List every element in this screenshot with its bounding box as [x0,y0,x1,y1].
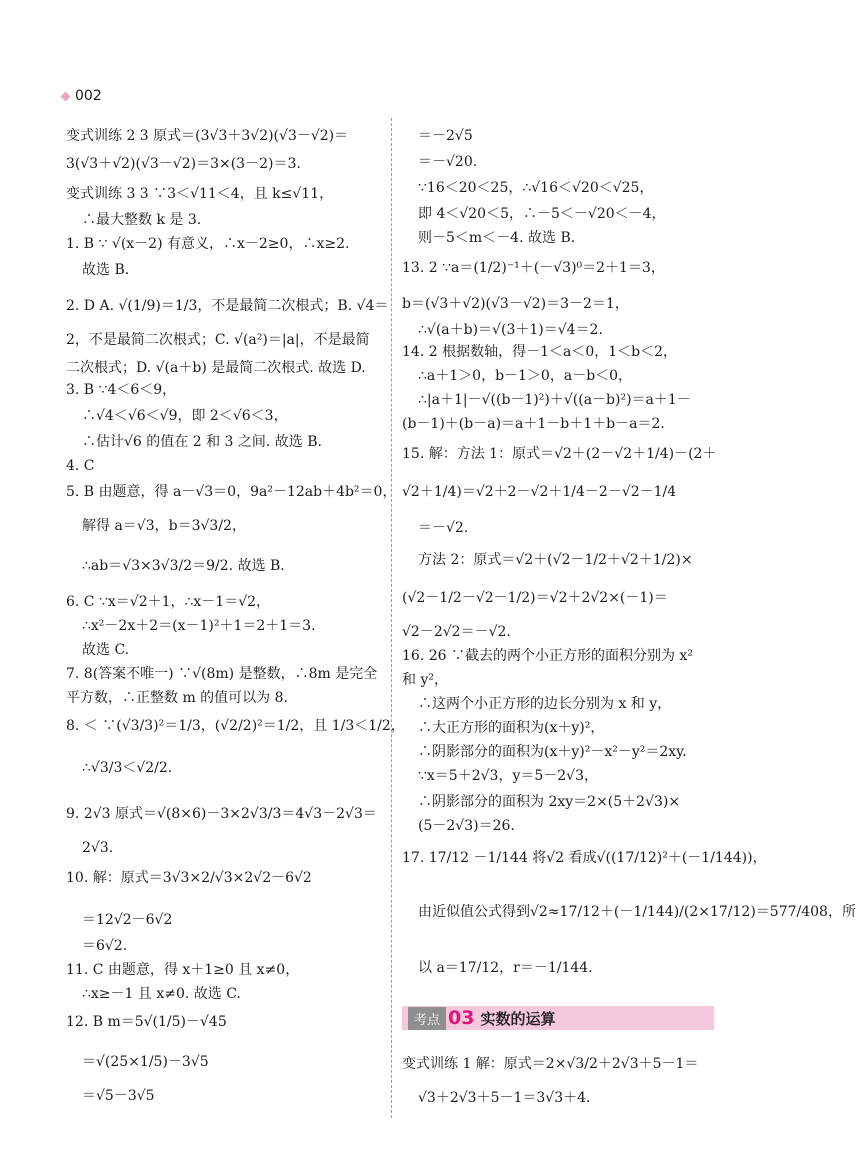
text-line: ∵x＝5＋2√3，y＝5－2√3， [418,768,598,784]
text-line: 6. C ∵x＝√2＋1，∴x－1＝√2， [66,594,271,610]
text-line: 16. 26 ∵截去的两个小正方形的面积分别为 x² [402,648,693,664]
text-line: ＝－2√5 [418,128,473,144]
text-line: 故选 C. [82,642,130,658]
text-line: 变式训练 2 3 原式＝(3√3＋3√2)(√3－√2)＝ [66,128,349,144]
text-line: ∴大正方形的面积为(x＋y)²， [418,720,605,736]
text-line: 2. D A. √(1/9)＝1/3，不是最简二次根式；B. √4＝ [66,298,389,314]
text-line: ＝6√2. [82,938,128,954]
text-line: ∴估计√6 的值在 2 和 3 之间. 故选 B. [82,434,322,450]
section-header-bar [402,1006,714,1030]
text-line: 1. B ∵ √(x－2) 有意义，∴x－2≥0，∴x≥2. [66,236,350,252]
text-line: √3＋2√3＋5－1＝3√3＋4. [418,1090,591,1106]
text-line: 解得 a＝√3，b＝3√3/2， [82,518,246,534]
text-line: ∴x²－2x＋2＝(x－1)²＋1＝2＋1＝3. [82,618,316,634]
text-line: 14. 2 根据数轴，得－1＜a＜0，1＜b＜2， [402,344,678,360]
text-line: (5－2√3)＝26. [418,818,515,834]
text-line: √2＋1/4)＝√2＋2－√2＋1/4－2－√2－1/4 [402,484,677,500]
section-number: 03 [448,1007,475,1029]
text-line: 以 a＝17/12，r＝－1/144. [418,960,593,976]
text-line: 12. B m＝5√(1/5)－√45 [66,1014,227,1030]
text-line: 13. 2 ∵a＝(1/2)⁻¹＋(－√3)⁰＝2＋1＝3， [402,260,665,276]
text-line: 15. 解：方法 1：原式＝√2＋(2－√2＋1/4)－(2＋ [402,446,717,462]
text-line: 17. 17/12 －1/144 将√2 看成√((17/12)²＋(－1/144))， [402,850,767,866]
text-line: 二次根式；D. √(a＋b) 是最简二次根式. 故选 D. [66,360,366,376]
text-line: ∴a＋1＞0，b－1＞0，a－b＜0， [418,368,633,384]
text-line: 方法 2：原式＝√2＋(√2－1/2＋√2＋1/2)× [418,552,693,568]
text-line: 3(√3＋√2)(√3－√2)＝3×(3－2)＝3. [66,156,301,172]
text-line: 2，不是最简二次根式；C. √(a²)＝|a|，不是最简 [66,332,370,348]
text-line: 11. C 由题意，得 x＋1≥0 且 x≠0， [66,962,300,978]
text-line: 和 y²， [402,672,448,688]
text-line: ∴x≥－1 且 x≠0. 故选 C. [82,986,241,1002]
text-line: ＝－√2. [418,520,469,536]
section-tag: 考点 [408,1007,446,1030]
text-line: 8. ＜ ∵(√3/3)²＝1/3，(√2/2)²＝1/2，且 1/3＜1/2， [66,718,405,734]
text-line: 变式训练 1 解：原式＝2×√3/2＋2√3＋5－1＝ [402,1056,699,1072]
page-number: 002 [62,88,102,104]
text-line: ∴ab＝√3×3√3/2＝9/2. 故选 B. [82,558,285,574]
text-line: ＝12√2－6√2 [82,912,173,928]
text-line: ∵16＜20＜25，∴√16＜√20＜√25， [418,180,654,196]
text-line: 故选 B. [82,262,130,278]
text-line: ＝－√20. [418,154,478,170]
text-line: (b－1)＋(b－a)＝a＋1－b＋1＋b－a＝2. [402,416,665,432]
text-line: ∴阴影部分的面积为 2xy＝2×(5＋2√3)× [418,794,681,810]
text-line: √2－2√2＝－√2. [402,624,511,640]
diamond-icon [61,91,71,101]
text-line: 9. 2√3 原式＝√(8×6)－3×2√3/3＝4√3－2√3＝ [66,806,377,822]
text-line: ∴这两个小正方形的边长分别为 x 和 y， [418,696,672,712]
text-line: (√2－1/2－√2－1/2)＝√2＋2√2×(－1)＝ [402,590,668,606]
text-line: 4. C [66,458,95,474]
text-line: 平方数，∴正整数 m 的值可以为 8. [66,690,288,706]
text-line: ∴√3/3＜√2/2. [82,760,173,776]
text-line: 3. B ∵4＜6＜9， [66,382,177,398]
section-title: 实数的运算 [480,1009,556,1028]
text-line: ∴阴影部分的面积为(x＋y)²－x²－y²＝2xy. [418,744,687,760]
text-line: 即 4＜√20＜5，∴－5＜－√20＜－4， [418,206,666,222]
text-line: 则－5＜m＜－4. 故选 B. [418,230,576,246]
text-line: 5. B 由题意，得 a－√3＝0，9a²－12ab＋4b²＝0， [66,484,397,500]
text-line: 由近似值公式得到√2≈17/12＋(－1/144)/(2×17/12)＝577/408，所 [418,904,856,920]
text-line: b＝(√3＋√2)(√3－√2)＝3－2＝1， [402,296,629,312]
text-line: ∴|a＋1|－√((b－1)²)＋√((a－b)²)＝a＋1－ [418,392,691,408]
column-divider [391,118,392,1118]
text-line: 2√3. [82,840,114,856]
text-line: 10. 解：原式＝3√3×2/√3×2√2－6√2 [66,870,312,886]
text-line: ∴√(a＋b)＝√(3＋1)＝√4＝2. [418,322,603,338]
text-line: ∴√4＜√6＜√9，即 2＜√6＜3， [82,408,288,424]
text-line: ＝√(25×1/5)－3√5 [82,1054,209,1070]
text-line: 变式训练 3 3 ∵3＜√11＜4，且 k≤√11， [66,186,334,202]
text-line: ＝√5－3√5 [82,1088,155,1104]
text-line: 7. 8(答案不唯一) ∵√(8m) 是整数，∴8m 是完全 [66,666,378,682]
text-line: ∴最大整数 k 是 3. [82,212,202,228]
